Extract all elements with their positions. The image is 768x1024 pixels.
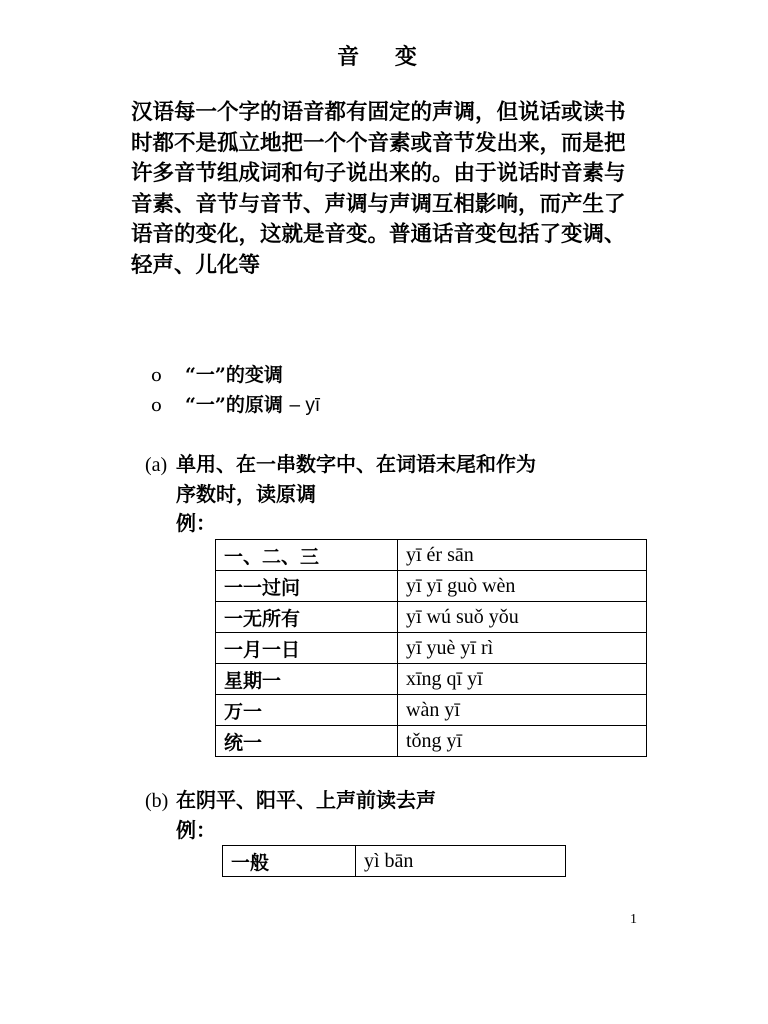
section-a-line2: 序数时，读原调 xyxy=(176,482,316,506)
hanzi-cell: 万一 xyxy=(216,695,398,726)
table-row xyxy=(216,540,647,571)
bullet-suffix: – yī xyxy=(289,395,321,416)
section-b-mark: (b) xyxy=(145,790,169,812)
section-b-line1: 在阴平、阳平、上声前读去声 xyxy=(176,788,436,812)
hanzi-cell: 一无所有 xyxy=(216,602,398,633)
bullet-marker: o xyxy=(151,395,162,416)
table-row xyxy=(216,695,647,726)
bullet-item xyxy=(151,390,320,420)
bullet-text: “一”的变调 xyxy=(185,364,283,386)
table-row xyxy=(216,571,647,602)
bullet-item xyxy=(151,360,320,390)
example-table-a xyxy=(215,539,647,757)
section-b-example-label: 例： xyxy=(176,818,216,842)
bullet-text: “一”的原调 xyxy=(185,394,290,416)
hanzi-cell: 统一 xyxy=(216,726,398,757)
hanzi-cell: 一一过问 xyxy=(216,571,398,602)
pinyin-cell: yī wú suǒ yǒu xyxy=(398,602,647,633)
pinyin-cell: yī ér sān xyxy=(398,540,647,571)
hanzi-cell: 一般 xyxy=(223,846,356,877)
page-title: 音 变 xyxy=(337,44,431,70)
intro-paragraph: 汉语每一个字的语音都有固定的声调，但说话或读书时都不是孤立地把一个个音素或音节发出来，而是把许多音节组成词和句子说出来的。由于说话时音素与音素、音节与音节、声调与声调互相影响，而产生了语音的变化，这就是音变。普通话音变包括了变调、轻声、儿化等 xyxy=(131,100,626,278)
pinyin-cell: yì bān xyxy=(356,846,566,877)
section-a xyxy=(145,450,536,538)
table-row xyxy=(216,633,647,664)
bullet-marker: o xyxy=(151,365,162,386)
pinyin-cell: yī yuè yī rì xyxy=(398,633,647,664)
hanzi-cell: 一月一日 xyxy=(216,633,398,664)
section-a-line1: 单用、在一串数字中、在词语末尾和作为 xyxy=(176,452,536,476)
table-row xyxy=(216,726,647,757)
pinyin-cell: tǒng yī xyxy=(398,726,647,757)
table-row xyxy=(223,846,566,877)
pinyin-cell: xīng qī yī xyxy=(398,664,647,695)
table-row xyxy=(216,664,647,695)
pinyin-cell: wàn yī xyxy=(398,695,647,726)
section-b xyxy=(145,786,436,845)
example-table-b xyxy=(222,845,566,877)
bullet-list xyxy=(151,360,320,420)
section-a-example-label: 例： xyxy=(176,511,216,535)
page-number: 1 xyxy=(630,912,637,927)
table-row xyxy=(216,602,647,633)
hanzi-cell: 星期一 xyxy=(216,664,398,695)
pinyin-cell: yī yī guò wèn xyxy=(398,571,647,602)
hanzi-cell: 一、二、三 xyxy=(216,540,398,571)
section-a-mark: (a) xyxy=(145,454,168,476)
